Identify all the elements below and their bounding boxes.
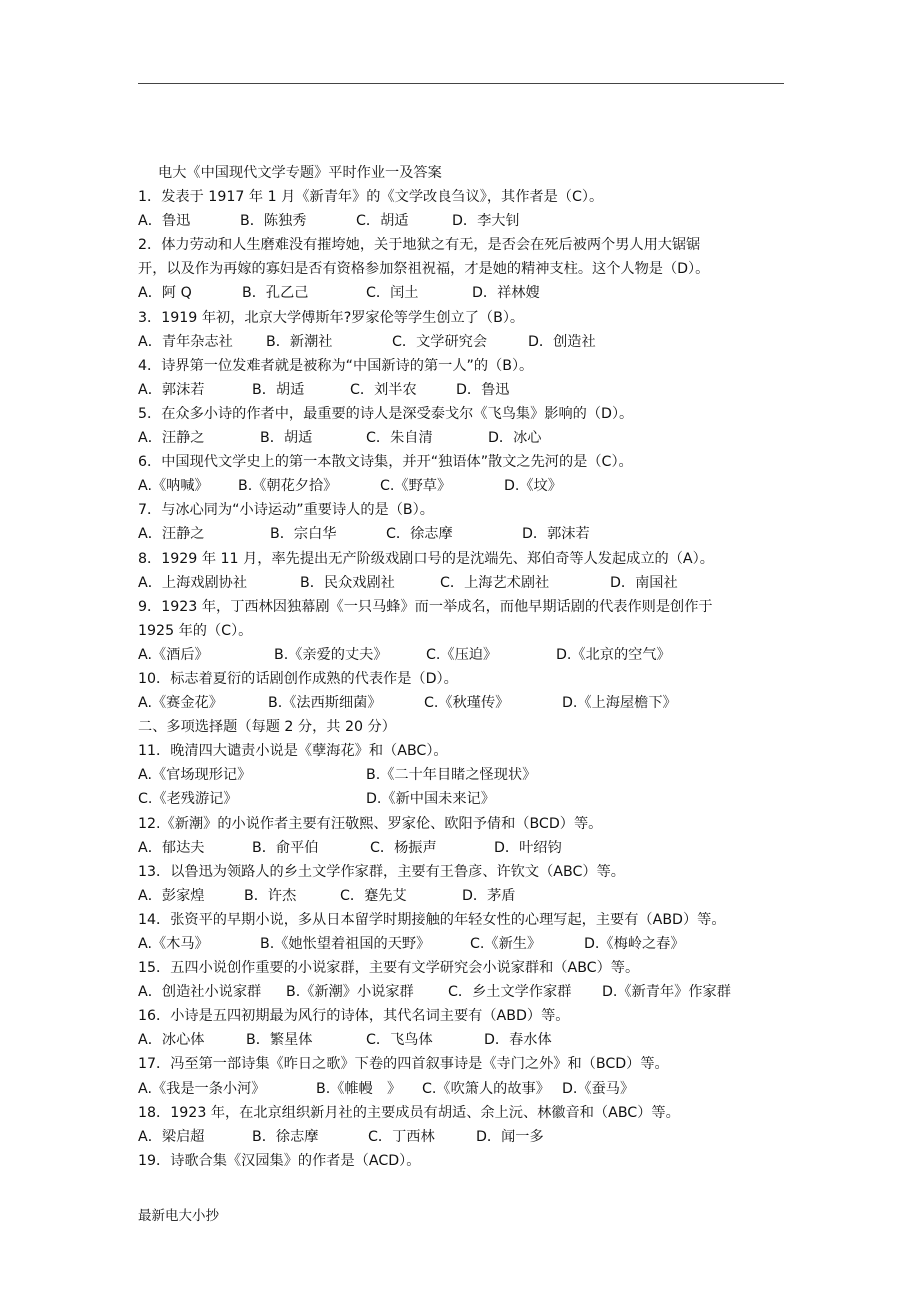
option-a: A．青年杂志社 — [138, 333, 233, 350]
option-d: D．闻一多 — [476, 1128, 544, 1145]
option-b: B．陈独秀 — [240, 213, 307, 230]
option-d: D.《上海屋檐下》 — [562, 695, 677, 712]
option-b: B.《帷幔 》 — [316, 1080, 402, 1097]
option-a: A.《我是一条小河》 — [138, 1080, 266, 1097]
option-d: D．创造社 — [528, 333, 596, 350]
options-14 — [138, 932, 798, 956]
option-d: D．春水体 — [484, 1032, 552, 1049]
option-d: D．李大钊 — [452, 213, 520, 230]
option-b: B．繁星体 — [246, 1032, 313, 1049]
option-c: C．上海艺术剧社 — [440, 574, 550, 591]
options-5 — [138, 426, 798, 450]
option-a: A.《呐喊》 — [138, 478, 209, 495]
option-d: D.《蚕马》 — [562, 1080, 635, 1097]
option-a: A．冰心体 — [138, 1032, 205, 1049]
option-a: A.《木马》 — [138, 936, 209, 952]
option-d: D.《新青年》作家群 — [602, 984, 731, 1001]
options-8 — [138, 571, 798, 595]
question-19: 19．诗歌合集《汉园集》的作者是（ACD）。 — [138, 1152, 421, 1169]
option-d: D．祥林嫂 — [472, 285, 540, 302]
option-a: A．汪静之 — [138, 430, 205, 447]
option-b: B．宗白华 — [270, 526, 337, 543]
options-13 — [138, 884, 798, 908]
option-b: B.《二十年目睹之怪现状》 — [366, 767, 537, 784]
option-b: B．胡适 — [260, 430, 313, 447]
option-b: B.《她怅望着祖国的天野》 — [260, 936, 431, 952]
question-3: 3．1919 年初，北京大学傅斯年?罗家伦等学生创立了（B）。 — [138, 309, 525, 326]
option-b: B．许杰 — [244, 887, 297, 904]
option-b: B.《法西斯细菌》 — [268, 695, 382, 712]
question-1: 1．发表于 1917 年 1 月《新青年》的《文学改良刍议》，其作者是（C）。 — [138, 189, 604, 206]
option-b: B．新潮社 — [266, 333, 333, 350]
option-d: D.《坟》 — [504, 478, 562, 495]
option-c: C．朱自清 — [366, 430, 433, 447]
option-b: B．民众戏剧社 — [300, 574, 395, 591]
options-12 — [138, 836, 798, 860]
option-c: C.《新生》 — [470, 936, 542, 952]
option-a: A．上海戏剧协社 — [138, 574, 248, 591]
question-9-line-1: 9．1923 年，丁西林因独幕剧《一只马蜂》而一举成名，而他早期话剧的代表作则是创作于 — [138, 598, 713, 615]
options-10 — [138, 691, 798, 715]
option-c: C．蹇先艾 — [340, 887, 407, 904]
option-b: B．胡适 — [252, 381, 305, 398]
question-2-line-1: 2．体力劳动和人生磨难没有摧垮她，关于地狱之有无，是否会在死后被两个男人用大锯锯 — [138, 237, 701, 254]
question-17: 17．冯至第一部诗集《昨日之歌》下卷的四首叙事诗是《寺门之外》和（BCD）等。 — [138, 1056, 669, 1073]
options-6 — [138, 474, 798, 498]
option-a: A．阿 Q — [138, 285, 192, 302]
option-c: C．乡土文学作家群 — [448, 984, 572, 1001]
option-a: A.《赛金花》 — [138, 695, 223, 712]
option-b: B．徐志摩 — [252, 1128, 319, 1145]
option-c: C.《野草》 — [380, 478, 452, 495]
option-c: C．刘半农 — [350, 381, 417, 398]
question-4: 4．诗界第一位发难者就是被称为“中国新诗的第一人”的（B）。 — [138, 357, 534, 374]
options-11-row-2 — [138, 787, 798, 811]
question-14: 14．张资平的早期小说，多从日本留学时期接触的年轻女性的心理写起，主要有（ABD）等。 — [138, 911, 726, 928]
question-6: 6．中国现代文学史上的第一本散文诗集，并开“独语体”散文之先河的是（C）。 — [138, 454, 633, 471]
option-d: D.《北京的空气》 — [556, 646, 671, 663]
option-a: A.《官场现形记》 — [138, 767, 252, 784]
option-d: D．茅盾 — [462, 887, 516, 904]
option-d: D．叶绍钧 — [494, 839, 562, 856]
page-footer: 最新电大小抄 — [138, 1208, 219, 1224]
option-a: A．汪静之 — [138, 526, 205, 543]
option-a: A．梁启超 — [138, 1128, 205, 1145]
question-13: 13．以鲁迅为领路人的乡土文学作家群，主要有王鲁彦、许钦文（ABC）等。 — [138, 863, 625, 880]
question-15: 15．五四小说创作重要的小说家群，主要有文学研究会小说家群和（ABC）等。 — [138, 960, 640, 977]
option-c: C．胡适 — [356, 213, 409, 230]
option-d: D．冰心 — [488, 430, 542, 447]
option-c: C．杨振声 — [370, 839, 437, 856]
options-17 — [138, 1077, 798, 1101]
options-9 — [138, 643, 798, 667]
question-18: 18．1923 年，在北京组织新月社的主要成员有胡适、余上沅、林徽音和（ABC）等。 — [138, 1104, 680, 1121]
header-rule — [138, 83, 784, 84]
question-2-line-2: 开，以及作为再嫁的寡妇是否有资格参加祭祖祝福，才是她的精神支柱。这个人物是（D）。 — [138, 261, 710, 278]
question-8: 8．1929 年 11 月，率先提出无产阶级戏剧口号的是沈端先、郑伯奇等人发起成立的（A）。 — [138, 550, 714, 567]
option-d: D．鲁迅 — [456, 381, 510, 398]
option-b: B.《新潮》小说家群 — [286, 984, 414, 1001]
option-a: A．郁达夫 — [138, 839, 205, 856]
document-title: 电大《中国现代文学专题》平时作业一及答案 — [158, 165, 442, 181]
options-4 — [138, 378, 798, 402]
option-d: D.《梅岭之春》 — [584, 936, 685, 952]
option-c: C．徐志摩 — [386, 526, 453, 543]
option-a: A．郭沫若 — [138, 381, 205, 398]
option-a: A.《酒后》 — [138, 646, 209, 663]
question-11: 11．晚清四大谴责小说是《孽海花》和（ABC）。 — [138, 743, 448, 760]
option-c: C.《老残游记》 — [138, 791, 238, 808]
question-12: 12.《新潮》的小说作者主要有汪敬熙、罗家伦、欧阳予倩和（BCD）等。 — [138, 815, 603, 832]
question-9-line-2: 1925 年的（C）。 — [138, 622, 253, 639]
options-1 — [138, 209, 798, 233]
option-b: B．俞平伯 — [252, 839, 319, 856]
document-body — [138, 161, 798, 1173]
option-c: C．文学研究会 — [392, 333, 488, 350]
option-c: C.《压迫》 — [426, 646, 498, 663]
option-c: C．飞鸟体 — [366, 1032, 433, 1049]
option-d: D．郭沫若 — [522, 526, 590, 543]
option-a: A．创造社小说家群 — [138, 984, 262, 1001]
options-2 — [138, 281, 798, 305]
options-16 — [138, 1028, 798, 1052]
options-7 — [138, 522, 798, 546]
option-d: D.《新中国未来记》 — [366, 791, 495, 808]
option-c: C．丁西林 — [368, 1128, 435, 1145]
option-b: B.《朝花夕拾》 — [238, 478, 338, 495]
question-5: 5．在众多小诗的作者中，最重要的诗人是深受泰戈尔《飞鸟集》影响的（D）。 — [138, 405, 634, 422]
option-d: D．南国社 — [610, 574, 678, 591]
option-c: C．闰土 — [366, 285, 419, 302]
option-a: A．鲁迅 — [138, 213, 191, 230]
section-heading-multiple-choice: 二、多项选择题（每题 2 分，共 20 分） — [138, 719, 396, 736]
question-7: 7．与冰心同为“小诗运动”重要诗人的是（B）。 — [138, 502, 434, 519]
options-3 — [138, 330, 798, 354]
options-15 — [138, 980, 798, 1004]
option-b: B．孔乙己 — [242, 285, 309, 302]
options-18 — [138, 1125, 798, 1149]
option-c: C.《秋瑾传》 — [424, 695, 510, 712]
question-16: 16．小诗是五四初期最为风行的诗体，其代名词主要有（ABD）等。 — [138, 1008, 570, 1025]
option-a: A．彭家煌 — [138, 887, 205, 904]
question-10: 10．标志着夏衍的话剧创作成熟的代表作是（D）。 — [138, 670, 458, 687]
options-11-row-1 — [138, 763, 798, 787]
option-c: C.《吹箫人的故事》 — [422, 1080, 550, 1097]
option-b: B.《亲爱的丈夫》 — [274, 646, 388, 663]
